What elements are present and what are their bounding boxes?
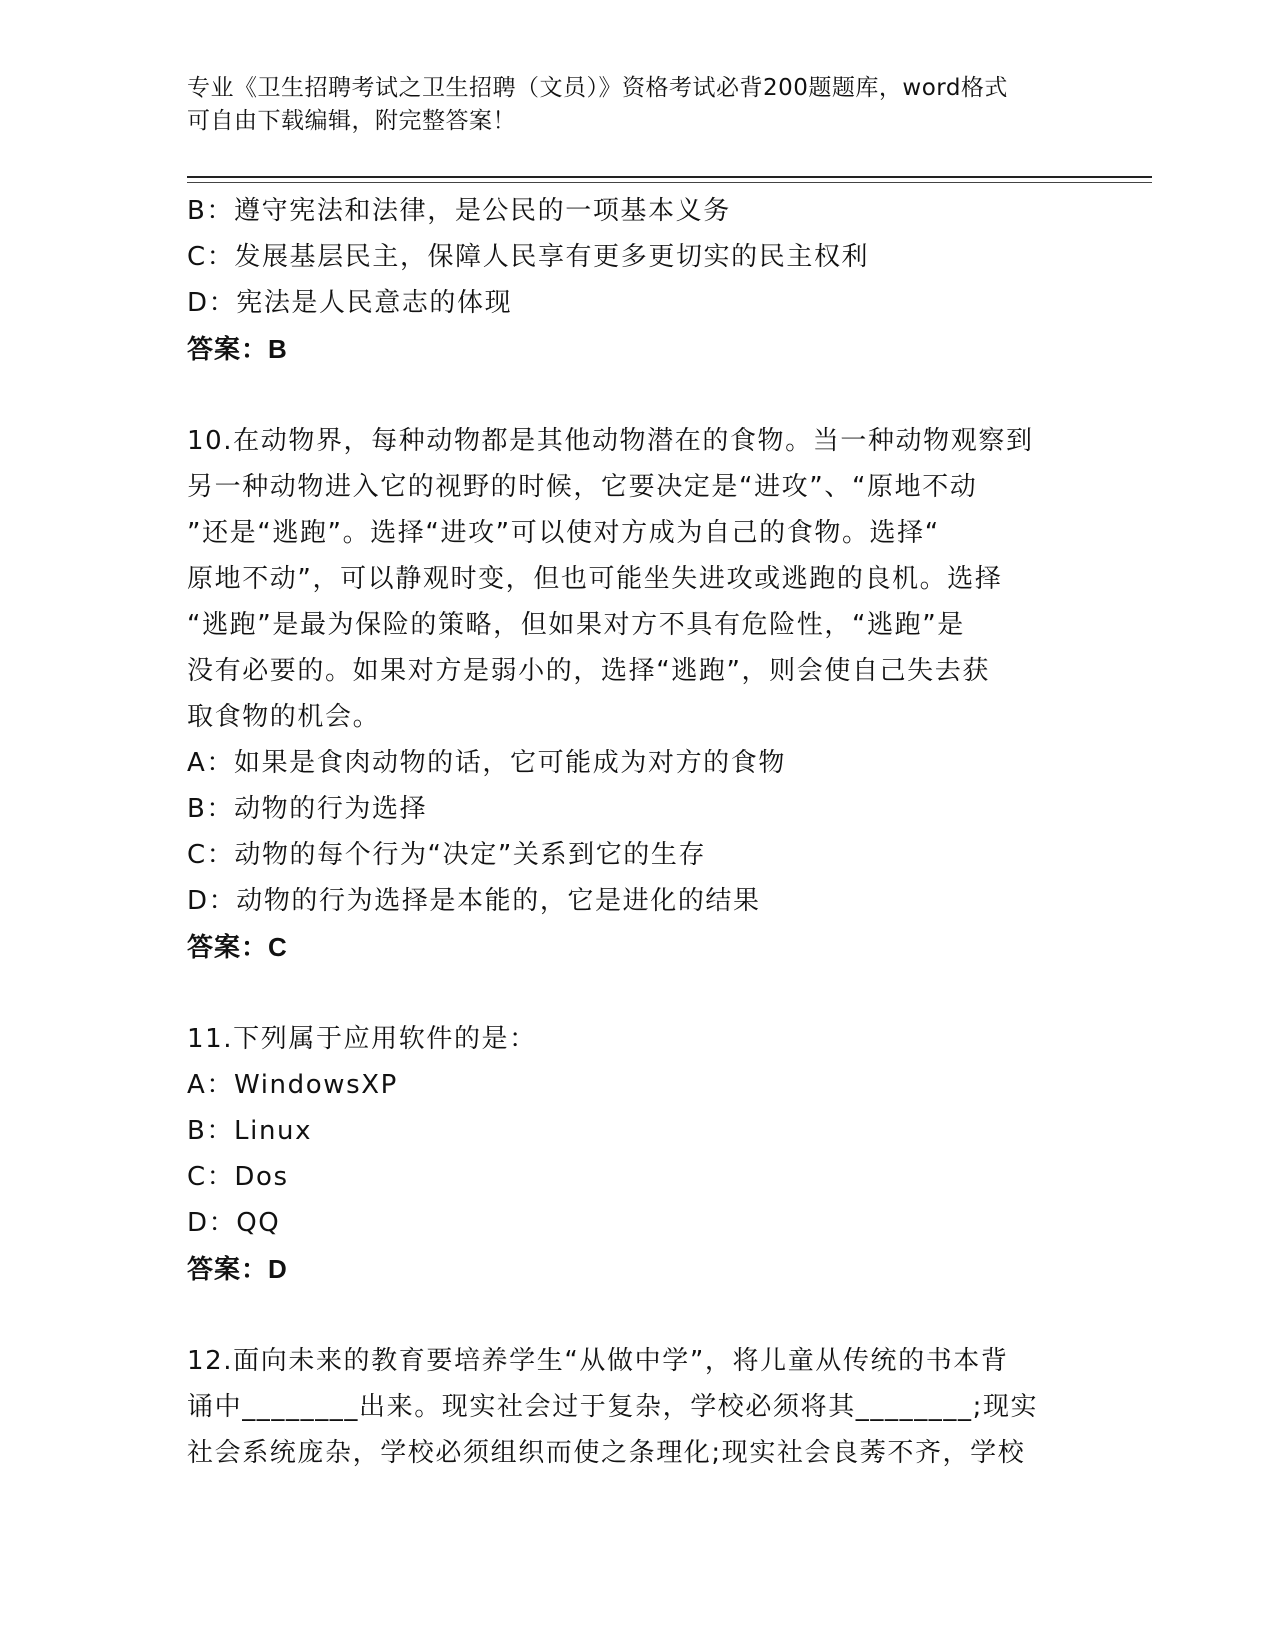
spacer (187, 372, 1087, 418)
q10-stem-line: 没有必要的。如果对方是弱小的，选择“逃跑”，则会使自己失去获 (187, 656, 990, 686)
question-10 (187, 418, 1087, 970)
q12-stem-line: 诵中________出来。现实社会过于复杂，学校必须将其________;现实 (187, 1392, 1039, 1422)
q11-option-b: B：Linux (187, 1116, 313, 1146)
q10-stem-line: ”还是“逃跑”。选择“进攻”可以使对方成为自己的食物。选择“ (187, 518, 940, 548)
q9-option-b: B：遵守宪法和法律，是公民的一项基本义务 (187, 196, 731, 226)
q11-answer: 答案：D (187, 1254, 288, 1284)
question-12 (187, 1338, 1087, 1476)
header-divider-thick (187, 176, 1152, 178)
question-9 (187, 188, 1087, 372)
document-header (187, 72, 1087, 138)
q11-option-d: D：QQ (187, 1208, 281, 1238)
q10-option-a: A：如果是食肉动物的话，它可能成为对方的食物 (187, 748, 786, 778)
q11-option-a: A：WindowsXP (187, 1070, 398, 1100)
header-divider-thin (187, 182, 1152, 183)
q10-stem-line: 10.在动物界，每种动物都是其他动物潜在的食物。当一种动物观察到 (187, 426, 1034, 456)
q12-stem-line: 社会系统庞杂，学校必须组织而使之条理化;现实社会良莠不齐，学校 (187, 1438, 1026, 1468)
document-body (187, 188, 1087, 1476)
q9-option-d: D：宪法是人民意志的体现 (187, 288, 513, 318)
q10-answer: 答案：C (187, 932, 288, 962)
header-line-2: 可自由下载编辑，附完整答案！ (187, 108, 516, 134)
question-11 (187, 1016, 1087, 1292)
spacer (187, 1292, 1087, 1338)
q10-stem-line: 原地不动”，可以静观时变，但也可能坐失进攻或逃跑的良机。选择 (187, 564, 1003, 594)
q12-stem-line: 12.面向未来的教育要培养学生“从做中学”，将儿童从传统的书本背 (187, 1346, 1009, 1376)
q9-option-c: C：发展基层民主，保障人民享有更多更切实的民主权利 (187, 242, 870, 272)
q10-stem-line: 另一种动物进入它的视野的时候，它要决定是“进攻”、“原地不动 (187, 472, 978, 502)
header-line-1: 专业《卫生招聘考试之卫生招聘（文员）》资格考试必背200题题库，word格式 (187, 75, 1008, 101)
q10-stem-line: “逃跑”是最为保险的策略，但如果对方不具有危险性，“逃跑”是 (187, 610, 965, 640)
q11-option-c: C：Dos (187, 1162, 289, 1192)
q10-stem-line: 取食物的机会。 (187, 702, 381, 732)
q10-option-b: B：动物的行为选择 (187, 794, 428, 824)
q9-answer: 答案：B (187, 334, 288, 364)
spacer (187, 970, 1087, 1016)
q10-option-c: C：动物的每个行为“决定”关系到它的生存 (187, 840, 707, 870)
q10-option-d: D：动物的行为选择是本能的，它是进化的结果 (187, 886, 761, 916)
q11-stem: 11.下列属于应用软件的是： (187, 1024, 537, 1054)
